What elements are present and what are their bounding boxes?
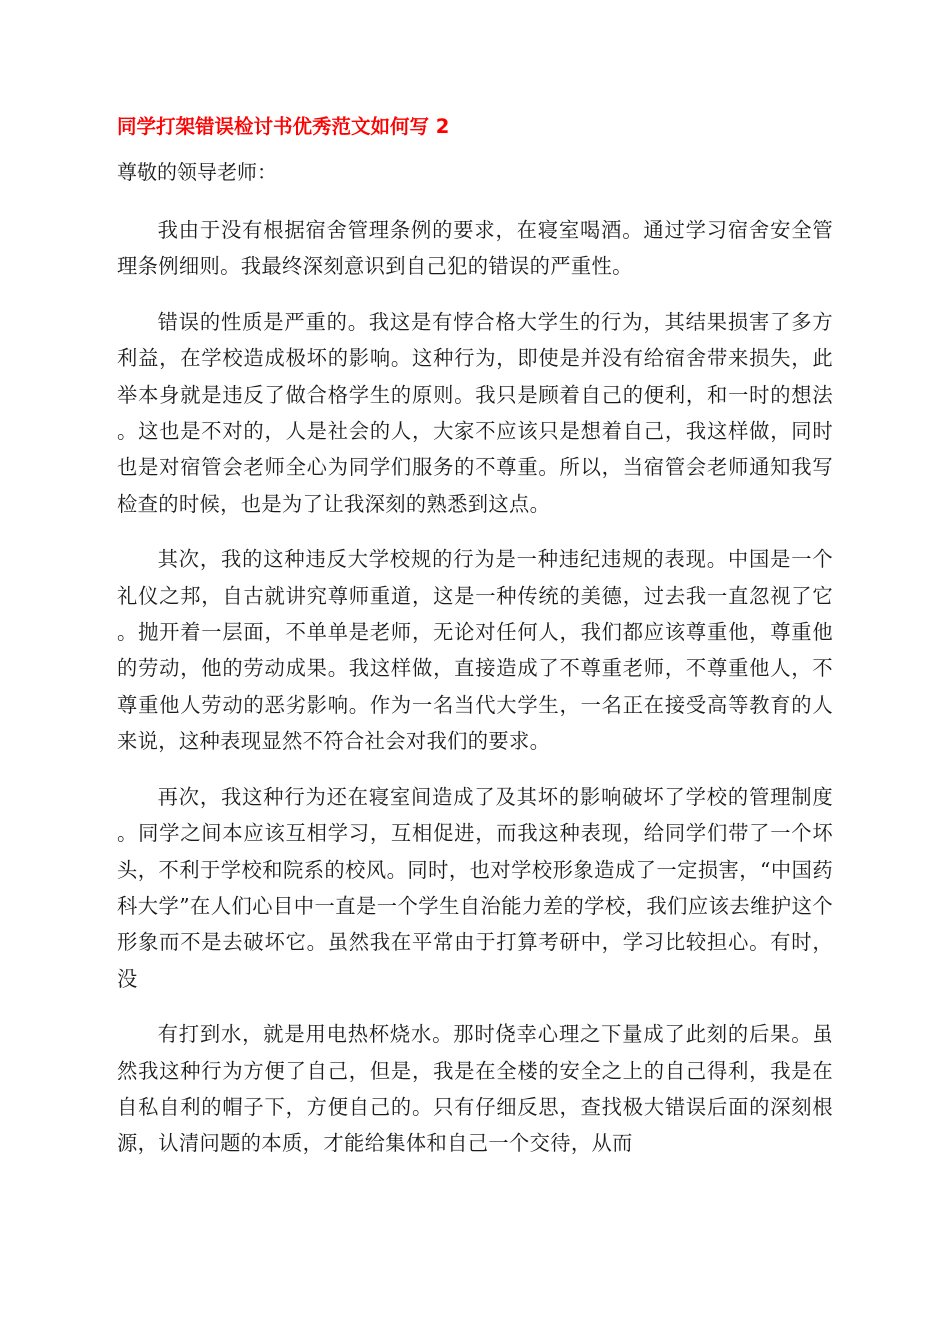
- paragraph-3: 其次，我的这种违反大学校规的行为是一种违纪违规的表现。中国是一个礼仪之邦，自古就讲究尊师重道，这是一种传统的美德，过去我一直忽视了它。抛开着一层面，不单单是老师，无论对任何人，我们都应该尊重他，尊重他的劳动，他的劳动成果。我这样做，直接造成了不尊重老师，不尊重他人，不尊重他人劳动的恶劣影响。作为一名当代大学生，一名正在接受高等教育的人来说，这种表现显然不符合社会对我们的要求。: [117, 547, 833, 754]
- document-body: [117, 212, 833, 1181]
- document-title: 同学打架错误检讨书优秀范文如何写 2: [117, 115, 450, 138]
- paragraph-4: 再次，我这种行为还在寝室间造成了及其坏的影响破坏了学校的管理制度。同学之间本应该互相学习，互相促进，而我这种表现，给同学们带了一个坏头，不利于学校和院系的校风。同时，也对学校形象造成了一定损害，“中国药科大学”在人们心目中一直是一个学生自治能力差的学校，我们应该去维护这个形象而不是去破坏它。虽然我在平常由于打算考研中，学习比较担心。有时，没: [117, 784, 833, 991]
- salutation: 尊敬的领导老师：: [117, 160, 277, 184]
- paragraph-1: 我由于没有根据宿舍管理条例的要求，在寝室喝酒。通过学习宿舍安全管理条例细则。我最终深刻意识到自己犯的错误的严重性。: [117, 218, 833, 279]
- paragraph-2: 错误的性质是严重的。我这是有悖合格大学生的行为，其结果损害了多方利益，在学校造成极坏的影响。这种行为，即使是并没有给宿舍带来损失，此举本身就是违反了做合格学生的原则。我只是顾着自己的便利，和一时的想法。这也是不对的，人是社会的人，大家不应该只是想着自己，我这样做，同时也是对宿管会老师全心为同学们服务的不尊重。所以，当宿管会老师通知我写检查的时候，也是为了让我深刻的熟悉到这点。: [117, 309, 833, 516]
- paragraph-5: 有打到水，就是用电热杯烧水。那时侥幸心理之下量成了此刻的后果。虽然我这种行为方便了自己，但是，我是在全楼的安全之上的自己得利，我是在自私自利的帽子下，方便自己的。只有仔细反思，查找极大错误后面的深刻根源，认清问题的本质，才能给集体和自己一个交待，从而: [117, 1022, 833, 1156]
